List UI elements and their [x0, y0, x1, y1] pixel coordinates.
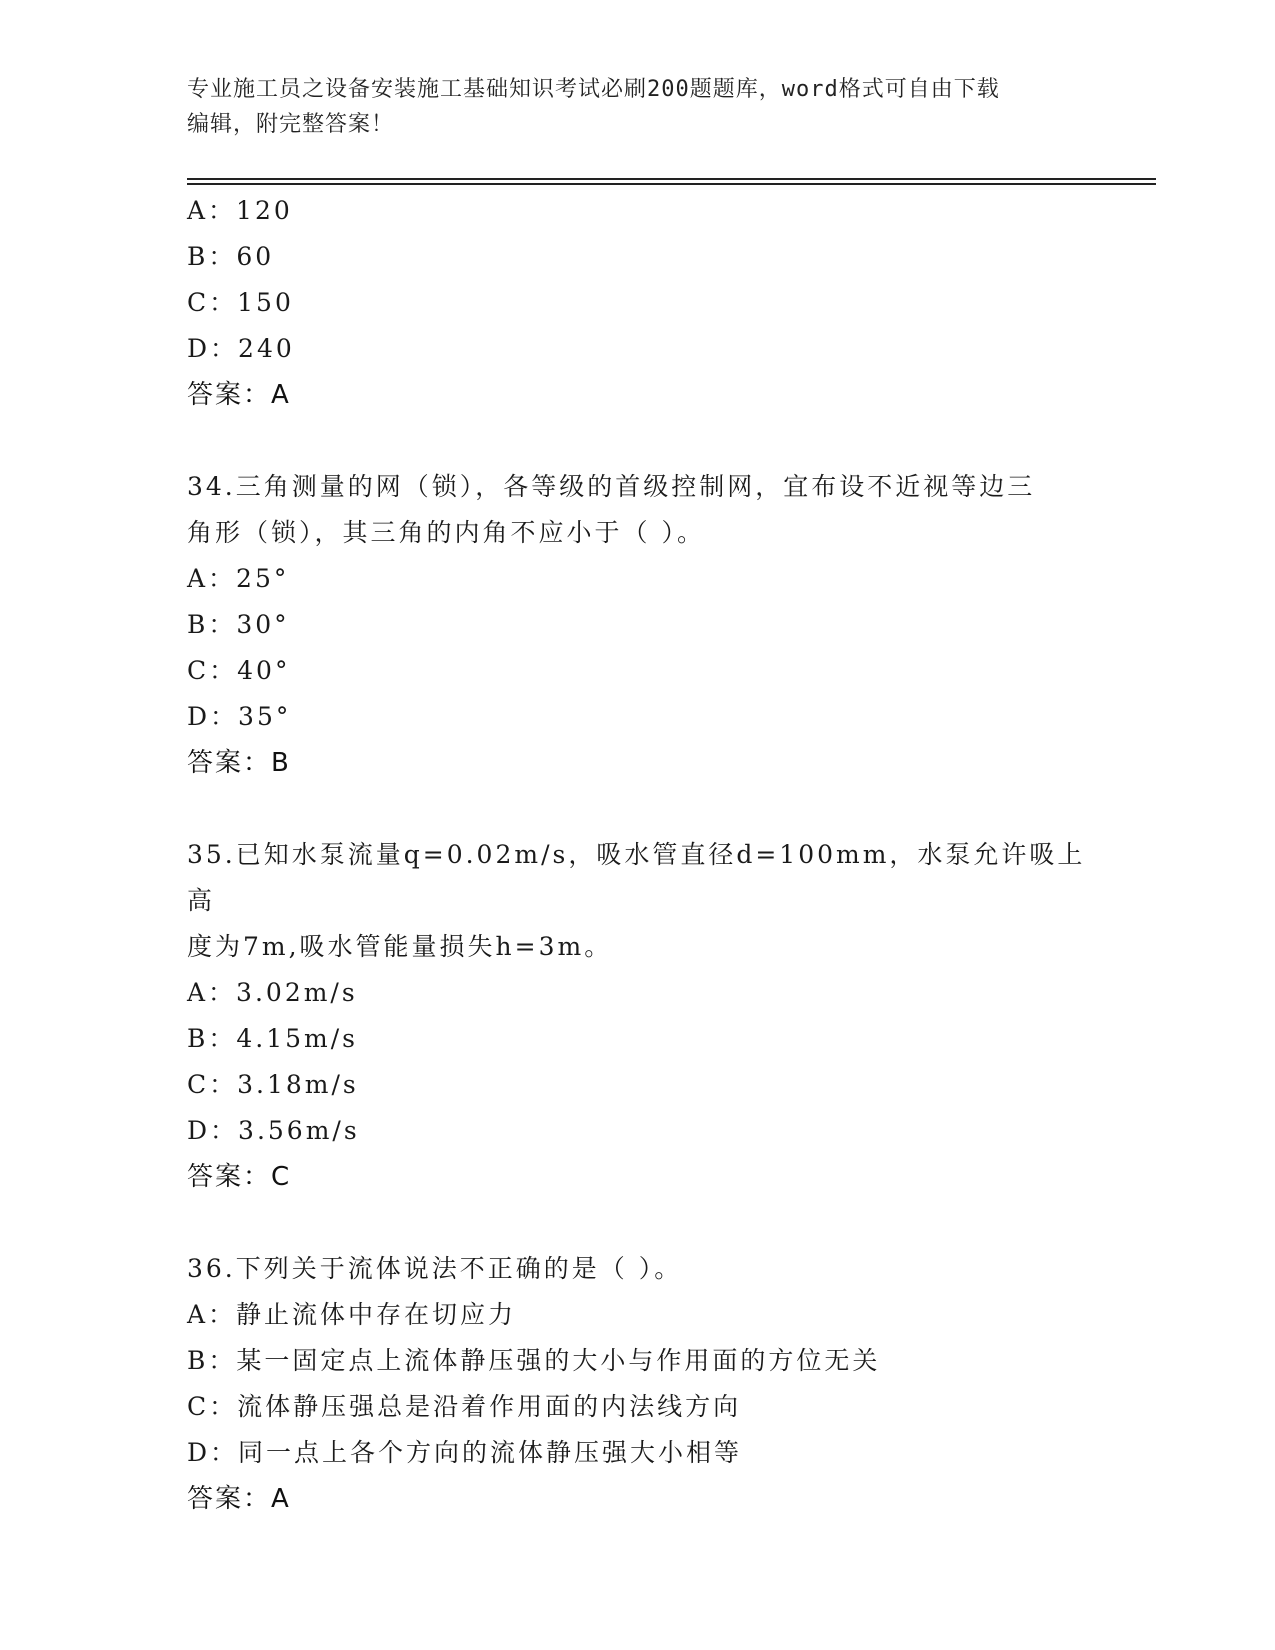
answer-line: 答案：B	[187, 748, 291, 778]
option-a: A：120	[187, 196, 293, 225]
option-c: C：150	[187, 288, 294, 317]
answer-line: 答案：A	[187, 380, 291, 410]
question-text-line-1: 35.已知水泵流量q=0.02m/s，吸水管直径d=100mm，水泵允许吸上高	[187, 840, 1086, 915]
document-header	[187, 72, 1087, 142]
answer-line: 答案：C	[187, 1162, 292, 1192]
answer-line: 答案：A	[187, 1484, 291, 1514]
option-a: A：3.02m/s	[187, 978, 358, 1007]
option-d: D：240	[187, 334, 295, 363]
question-text-line-2: 角形（锁），其三角的内角不应小于（ ）。	[187, 518, 705, 547]
question-block-36	[187, 1246, 1087, 1522]
option-b: B：60	[187, 242, 275, 271]
question-list	[187, 188, 1087, 1568]
option-c: C：3.18m/s	[187, 1070, 359, 1099]
option-c: C：40°	[187, 656, 291, 685]
option-a: A：静止流体中存在切应力	[187, 1300, 517, 1329]
question-text-line-2: 度为7m,吸水管能量损失h=3m。	[187, 932, 613, 961]
question-text-line-1: 36.下列关于流体说法不正确的是（ ）。	[187, 1254, 683, 1283]
option-c: C：流体静压强总是沿着作用面的内法线方向	[187, 1392, 742, 1421]
option-d: D：3.56m/s	[187, 1116, 360, 1145]
question-block-35	[187, 832, 1087, 1200]
question-text-line-1: 34.三角测量的网（锁），各等级的首级控制网，宜布设不近视等边三	[187, 472, 1036, 501]
header-rule-top	[187, 178, 1156, 180]
option-b: B：某一固定点上流体静压强的大小与作用面的方位无关	[187, 1346, 881, 1375]
option-d: D：35°	[187, 702, 292, 731]
option-b: B：4.15m/s	[187, 1024, 358, 1053]
question-block-33	[187, 188, 1087, 418]
header-line-1: 专业施工员之设备安装施工基础知识考试必刷200题题库，word格式可自由下载	[187, 77, 1000, 102]
question-block-34	[187, 464, 1087, 786]
option-b: B：30°	[187, 610, 290, 639]
header-line-2: 编辑，附完整答案！	[187, 112, 395, 137]
option-a: A：25°	[187, 564, 290, 593]
option-d: D：同一点上各个方向的流体静压强大小相等	[187, 1438, 743, 1467]
header-rule-bottom	[187, 183, 1156, 185]
